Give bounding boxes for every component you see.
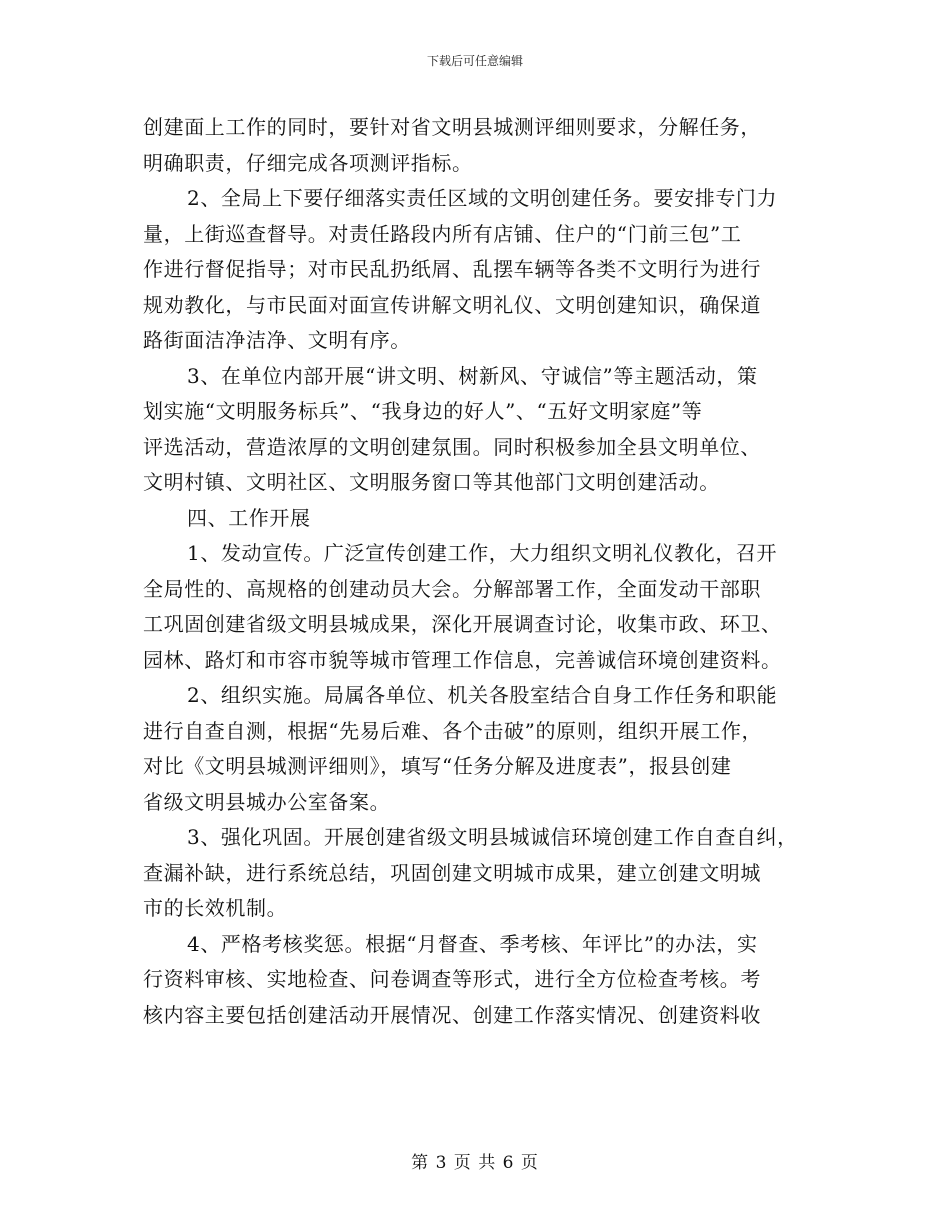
text-line: 园林、路灯和市容市貌等城市管理工作信息，完善诚信环境创建资料。 — [143, 647, 782, 672]
text-line: 2、全局上下要仔细落实责任区域的文明创建任务。要安排专门力 — [187, 186, 778, 210]
text-line: 四、工作开展 — [187, 505, 311, 530]
text-line: 全局性的、高规格的创建动员大会。分解部署工作，全面发动干部职 — [143, 576, 761, 601]
text-line: 作进行督促指导；对市民乱扔纸屑、乱摆车辆等各类不文明行为进行 — [143, 257, 761, 281]
text-line: 核内容主要包括创建活动开展情况、创建工作落实情况、创建资料收 — [143, 1002, 761, 1027]
text-line: 路街面洁净洁净、文明有序。 — [143, 328, 411, 352]
text-line: 量，上街巡查督导。对责任路段内所有店铺、住户的“门前三包”工 — [143, 221, 742, 246]
document-body — [143, 110, 823, 1033]
text-line: 进行自查自测，根据“先易后难、各个击破”的原则，组织开展工作， — [143, 718, 763, 743]
text-line: 1、发动宣传。广泛宣传创建工作，大力组织文明礼仪教化，召开 — [187, 541, 778, 565]
text-line: 工巩固创建省级文明县城成果，深化开展调查讨论，收集市政、环卫、 — [143, 612, 782, 636]
text-line: 4、严格考核奖惩。根据“月督查、季考核、年评比”的办法，实 — [187, 931, 758, 956]
text-line: 3、强化巩固。开展创建省级文明县城诚信环境创建工作自查自纠， — [187, 825, 798, 849]
text-line: 查漏补缺，进行系统总结，巩固创建文明城市成果，建立创建文明城 — [143, 860, 761, 885]
text-line: 3、在单位内部开展“讲文明、树新风、守诚信”等主题活动，策 — [187, 363, 758, 388]
text-line: 市的长效机制。 — [143, 896, 288, 920]
text-line: 明确职责，仔细完成各项测评指标。 — [143, 150, 473, 175]
text-line: 创建面上工作的同时，要针对省文明县城测评细则要求，分解任务， — [143, 115, 761, 139]
page-number: 第 3 页 共 6 页 — [411, 1153, 539, 1173]
page-header — [0, 53, 950, 69]
text-line: 规劝教化，与市民面对面宣传讲解文明礼仪、文明创建知识，确保道 — [143, 292, 761, 317]
page-footer — [0, 1152, 950, 1174]
text-line: 文明村镇、文明社区、文明服务窗口等其他部门文明创建活动。 — [143, 470, 720, 494]
text-line: 划实施“文明服务标兵”、“我身边的好人”、“五好文明家庭”等 — [143, 399, 703, 423]
text-line: 省级文明县城办公室备案。 — [143, 789, 391, 814]
text-line: 行资料审核、实地检查、问卷调查等形式，进行全方位检查考核。考 — [143, 967, 761, 991]
header-note: 下载后可任意编辑 — [426, 54, 523, 68]
text-line: 对比《文明县城测评细则》，填写“任务分解及进度表”，报县创建 — [143, 754, 732, 778]
text-line: 2、组织实施。局属各单位、机关各股室结合自身工作任务和职能 — [187, 683, 778, 707]
text-line: 评选活动，营造浓厚的文明创建氛围。同时积极参加全县文明单位、 — [143, 434, 761, 459]
